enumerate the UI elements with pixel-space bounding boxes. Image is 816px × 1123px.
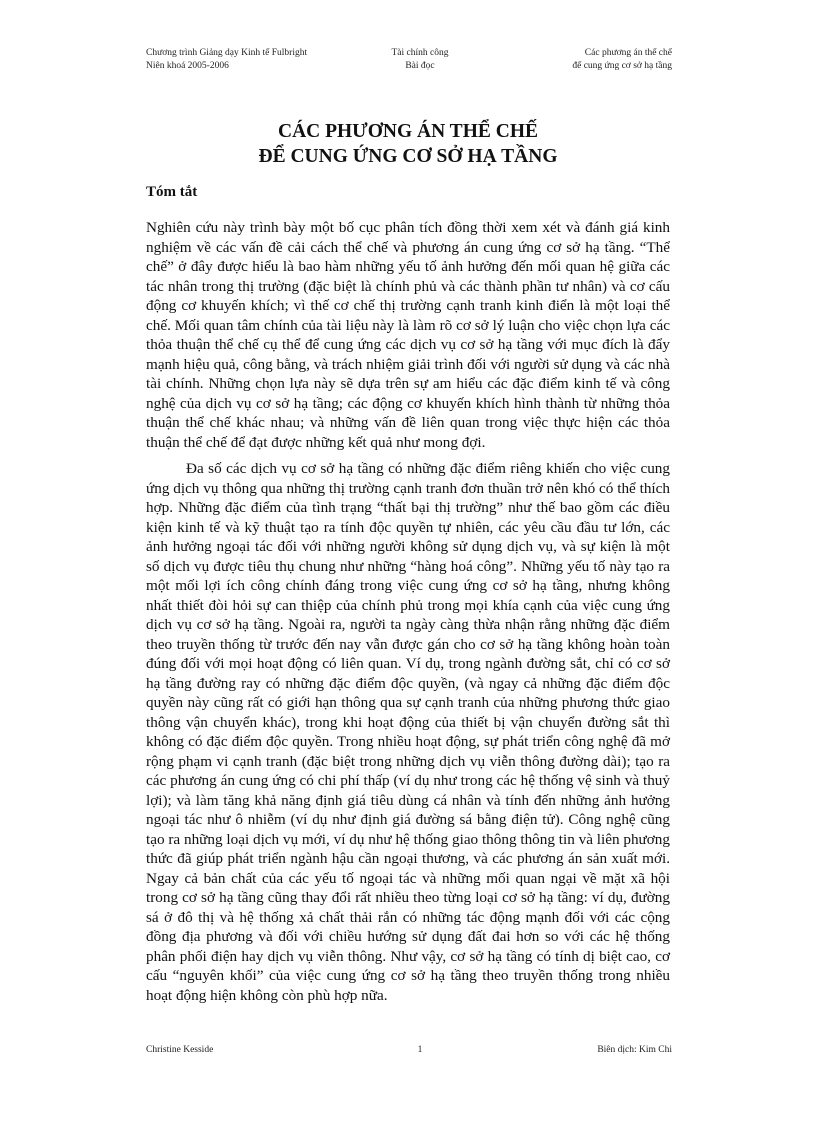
header-course: Tài chính công xyxy=(391,48,449,58)
footer-translator: Biên dịch: Kim Chi xyxy=(597,1045,672,1055)
body-paragraph xyxy=(146,459,670,1005)
title-line-1: CÁC PHƯƠNG ÁN THỂ CHẾ xyxy=(277,121,538,142)
paragraph-1: Nghiên cứu này trình bày một bố cục phân tích đồng thời xem xét và đánh giá kinh nghiệm về các vấn đề cải cách thể chế và phương án cung ứng cơ sở hạ tầng. “Thể chế” ở đây được hiểu là bao hàm những yếu tố ảnh hưởng đến mối quan hệ giữa các tác nhân trong thị trường (đặc biệt là chính phủ và các thành phần tư nhân) và cơ cấu động cơ khuyến khích; vì thế cơ chế thị trường cạnh tranh kinh điển là một loại thể chế. Mối quan tâm chính của tài liệu này là làm rõ cơ sở lý luận cho việc chọn lựa các thỏa thuận thể chế cụ thể để cung ứng các dịch vụ cơ sở hạ tầng với mục đích là đẩy mạnh hiệu quả, công bằng, và trách nhiệm giải trình đối với người sử dụng và các nhà tài chính. Những chọn lựa này sẽ dựa trên sự am hiểu các đặc điểm kinh tế và công nghệ của dịch vụ cơ sở hạ tầng; các động cơ khuyến khích hình thành từ những thỏa thuận thể chế khác nhau; và những vấn đề liên quan trong việc thực hiện các thỏa thuận thể chế để đạt được những kết quả như mong đợi. xyxy=(146,219,670,451)
header-year: Niên khoá 2005-2006 xyxy=(146,60,229,71)
summary-heading: Tóm tắt xyxy=(146,184,198,200)
summary-paragraph xyxy=(146,218,670,452)
header-topic-line2: để cung ứng cơ sở hạ tầng xyxy=(572,60,672,71)
header-left xyxy=(146,47,307,72)
document-title xyxy=(146,119,670,169)
header-topic-line1: Các phương án thể chế xyxy=(584,48,672,58)
title-line-2: ĐỂ CUNG ỨNG CƠ SỞ HẠ TẦNG xyxy=(258,146,558,167)
header-type: Bài đọc xyxy=(405,60,435,71)
page-number: 1 xyxy=(417,1045,423,1055)
header-center xyxy=(350,47,490,72)
paragraph-2: Đa số các dịch vụ cơ sở hạ tầng có những đặc điểm riêng khiến cho việc cung ứng dịch vụ thông qua những thị trường cạnh tranh đơn thuần trở nên khó có thể thích hợp. Những đặc điểm của tình trạng “thất bại thị trường” như thế bao gồm các điều kiện kinh tế và kỹ thuật tạo ra tính độc quyền tự nhiên, các yêu cầu đầu tư lớn, các ảnh hưởng ngoại tác đối với những người không sử dụng dịch vụ, và sự kiện là một số dịch vụ được tiêu thụ chung như những “hàng hoá công”. Những yếu tố này tạo ra một mối lợi ích công chính đáng trong việc cung ứng cơ sở hạ tầng, nhưng không nhất thiết đòi hỏi sự can thiệp của chính phủ trong mọi khía cạnh của việc cung ứng dịch vụ cơ sở hạ tầng. Ngoài ra, người ta ngày càng thừa nhận rằng những đặc điểm theo truyền thống từ trước đến nay vẫn được gán cho cơ sở hạ tầng không hoàn toàn đúng đối với mọi hoạt động có liên quan. Ví dụ, trong ngành đường sắt, chỉ có cơ sở hạ tầng đường ray có những đặc điểm độc quyền, (và ngay cả những đặc điểm độc quyền này cũng rất có giới hạn thông qua sự cạnh tranh của những phương thức giao thông vận chuyển khác), trong khi hoạt động của thiết bị vận chuyển đường sắt thì không có đặc điểm độc quyền. Trong nhiều hoạt động, sự phát triển công nghệ đã mở rộng phạm vi cạnh tranh (đặc biệt trong những dịch vụ viễn thông đường dài); tạo ra các phương án cung ứng có chi phí thấp (ví dụ như trong các hệ thống vệ sinh và thuỷ lợi); và làm tăng khả năng định giá tiêu dùng cá nhân và tính đến những ảnh hưởng ngoại tác như ô nhiễm (ví dụ như định giá đường sá bằng điện tử). Công nghệ cũng tạo ra những loại dịch vụ mới, ví dụ như hệ thống giao thông thông tin và liên phương thức đã giúp phát triển ngành hậu cần ngoại thương, và các phương án sản xuất mới. Ngay cả bản chất của các yếu tố ngoại tác và những mối quan ngại về mặt xã hội trong cơ sở hạ tầng cũng thay đổi rất nhiều theo từng loại cơ sở hạ tầng: ví dụ, đường sá ở đô thị và hệ thống xả chất thải rắn có những tác động mạnh đối với các cộng đồng địa phương và đối với chiều hướng sử dụng đất đai hơn so với các hệ thống phân phối điện hay dịch vụ viễn thông. Như vậy, cơ sở hạ tầng có tính dị biệt cao, cơ cấu “nguyên khối” của việc cung ứng cơ sở hạ tầng theo truyền thống trong nhiều hoạt động hiện không còn phù hợp nữa. xyxy=(146,460,670,1004)
header-program: Chương trình Giảng dạy Kinh tế Fulbright xyxy=(146,48,308,58)
footer-author: Christine Kesside xyxy=(146,1045,214,1055)
header-right xyxy=(520,47,672,72)
